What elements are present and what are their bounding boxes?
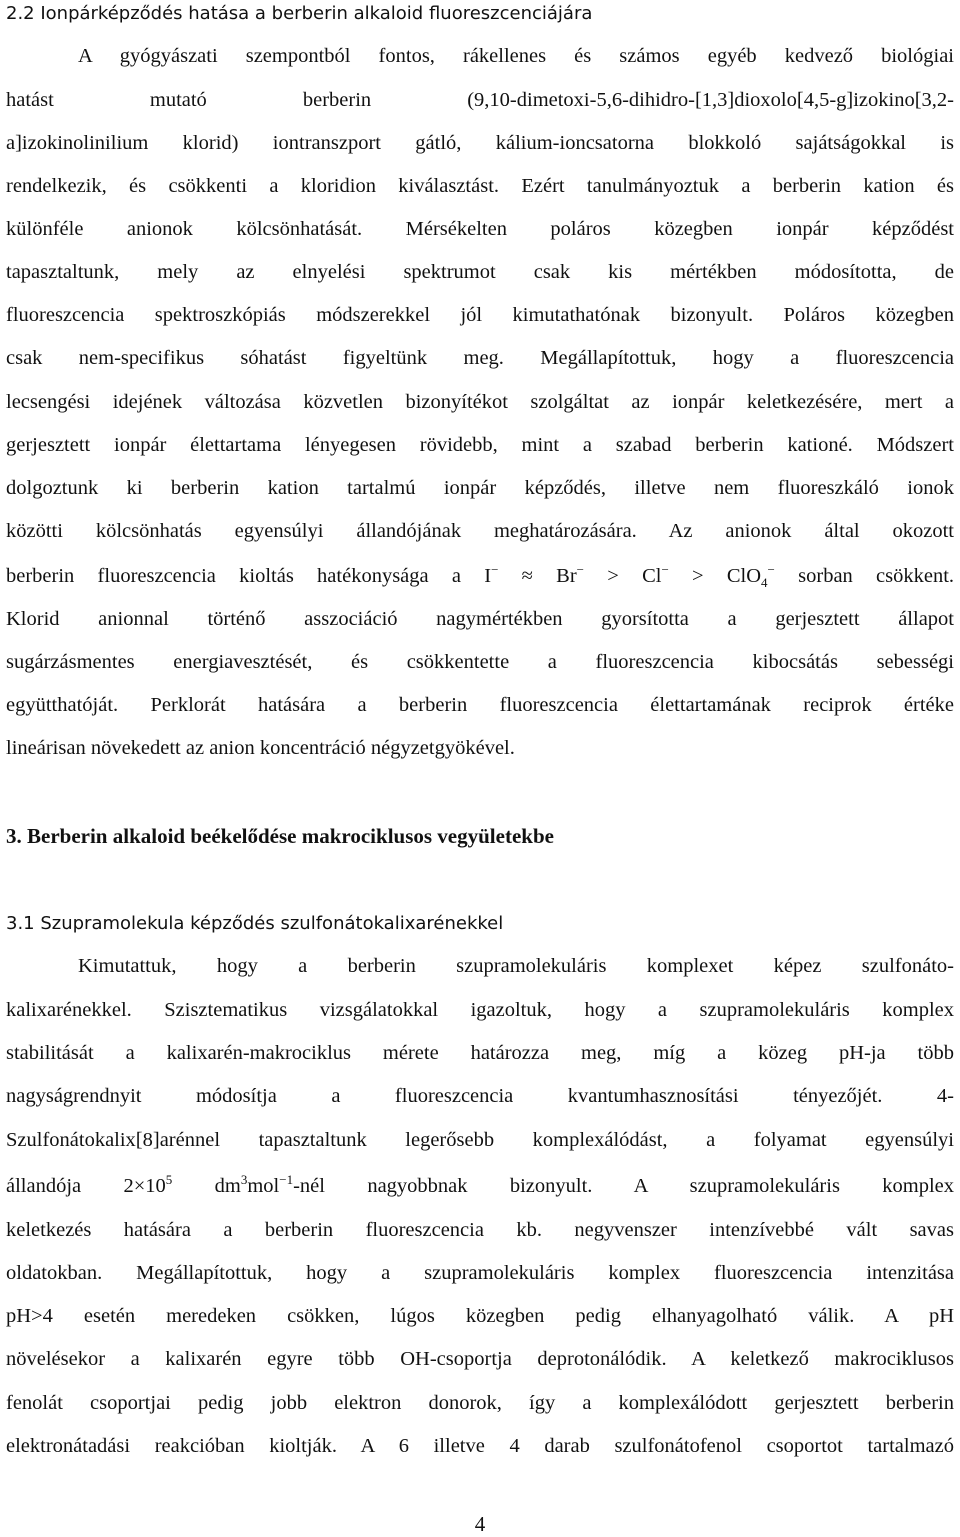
- constant-suffix: nagyobbnak bizonyult. A szupramolekuláris komplex: [367, 1175, 955, 1197]
- paragraph-line: fenolát csoportjai pedig jobb elektron donorok, így a komplexálódott gerjesztett berberin: [6, 1392, 954, 1414]
- paragraph-line: sugárzásmentes energiavesztését, és csökkentette a fluoreszcencia kibocsátás sebességi: [6, 651, 954, 673]
- paragraph-line: kalixarénekkel. Szisztematikus vizsgálatokkal igazoltuk, hogy a szupramolekuláris komplex: [6, 999, 954, 1021]
- approx-sign: ≈: [521, 565, 533, 587]
- paragraph-line: pH>4 esetén meredeken csökken, lúgos közegben pedig elhanyagolható válik. A pH: [6, 1305, 954, 1327]
- perchlorate-ion: ClO$_4$−: [726, 562, 775, 591]
- equilibrium-constant-line: [6, 1171, 954, 1201]
- page-number: 4: [474, 1512, 486, 1536]
- paragraph-line: közötti kölcsönhatás egyensúlyi állandójának meghatározására. Az anionok által okozott: [6, 520, 954, 542]
- paragraph-line: Klorid anionnal történő asszociáció nagymértékben gyorsította a gerjesztett állapot: [6, 608, 954, 630]
- paragraph-line: A gyógyászati szempontból fontos, rákellenes és számos egyéb kedvező biológiai: [78, 45, 954, 67]
- bromide-ion: Br−: [556, 562, 585, 587]
- constant-prefix: állandója: [6, 1175, 82, 1197]
- paragraph-line: Szulfonátokalix[8]arénnel tapasztaltunk legerősebb komplexálódást, a folyamat egyensúlyi: [6, 1129, 954, 1151]
- greater-than-sign: >: [692, 565, 704, 587]
- paragraph-line: a]izokinolinilium klorid) iontranszport gátló, kálium-ioncsatorna blokkoló sajátságokkal is: [6, 132, 954, 154]
- anion-series-line: [6, 561, 954, 591]
- paragraph-line: dolgoztunk ki berberin kation tartalmú ionpár képződés, illetve nem fluoreszkáló ionok: [6, 477, 954, 499]
- constant-value: $2\times 10^5$: [123, 1172, 173, 1197]
- paragraph-line: oldatokban. Megállapítottuk, hogy a szupramolekuláris komplex fluoreszcencia intenzitása: [6, 1262, 954, 1284]
- paragraph-line: tapasztaltunk, mely az elnyelési spektrumot csak kis mértékben módosította, de: [6, 261, 954, 283]
- paragraph-line: keletkezés hatására a berberin fluoreszcencia kb. negyvenszer intenzívebbé vált savas: [6, 1219, 954, 1241]
- constant-unit: $dm^3mol^{-1}$-nél: [214, 1172, 325, 1197]
- paragraph-line: nagyságrendnyit módosítja a fluoreszcencia kvantumhasznosítási tényezőjét. 4-: [6, 1085, 954, 1107]
- formula-suffix: sorban csökkent.: [798, 565, 955, 587]
- section-3-1-heading: 3.1 Szupramolekula képződés szulfonátokalixarénekkel: [6, 913, 504, 934]
- paragraph-line: Kimutattuk, hogy a berberin szupramolekuláris komplexet képez szulfonáto-: [78, 955, 954, 977]
- chloride-ion: Cl−: [642, 562, 669, 587]
- paragraph-line: csak nem-specifikus sóhatást figyeltünk meg. Megállapítottuk, hogy a fluoreszcencia: [6, 347, 954, 369]
- paragraph-last-line: lineárisan növekedett az anion koncentráció négyzetgyökével.: [6, 737, 515, 759]
- formula-prefix: berberin fluoreszcencia kioltás hatékonysága a: [6, 565, 461, 587]
- paragraph-line: stabilitását a kalixarén-makrociklus mérete határozza meg, míg a közeg pH-ja több: [6, 1042, 954, 1064]
- greater-than-sign: >: [607, 565, 619, 587]
- paragraph-line: fluoreszcencia spektroszkópiás módszerekkel jól kimutathatónak bizonyult. Poláros közegben: [6, 304, 954, 326]
- paragraph-line: lecsengési idejének változása közvetlen bizonyítékot szolgáltat az ionpár keletkezésére, mert a: [6, 391, 954, 413]
- paragraph-line: gerjesztett ionpár élettartama lényegesen rövidebb, mint a szabad berberin kationé. Módszert: [6, 434, 954, 456]
- section-3-heading: 3. Berberin alkaloid beékelődése makrociklusos vegyületekbe: [6, 824, 554, 848]
- section-2-2-heading: 2.2 Ionpárképződés hatása a berberin alkaloid fluoreszcenciájára: [6, 3, 593, 24]
- paragraph-line: rendelkezik, és csökkenti a kloridion kiválasztást. Ezért tanulmányoztuk a berberin kation és: [6, 175, 954, 197]
- paragraph-line: különféle anionok kölcsönhatását. Mérsékelten poláros közegben ionpár képződést: [6, 218, 954, 240]
- paragraph-line: együtthatóját. Perklorát hatására a berberin fluoreszcencia élettartamának reciprok értéke: [6, 694, 954, 716]
- paragraph-line: növelésekor a kalixarén egyre több OH-csoportja deprotonálódik. A keletkező makrociklusos: [6, 1348, 954, 1370]
- iodide-ion: I−: [484, 562, 499, 587]
- paragraph-line: elektronátadási reakcióban kioltják. A 6 illetve 4 darab szulfonátofenol csoportot tartalmazó: [6, 1435, 954, 1457]
- paragraph-line: hatást mutató berberin (9,10-dimetoxi-5,6-dihidro-[1,3]dioxolo[4,5-g]izokino[3,2-: [6, 89, 954, 111]
